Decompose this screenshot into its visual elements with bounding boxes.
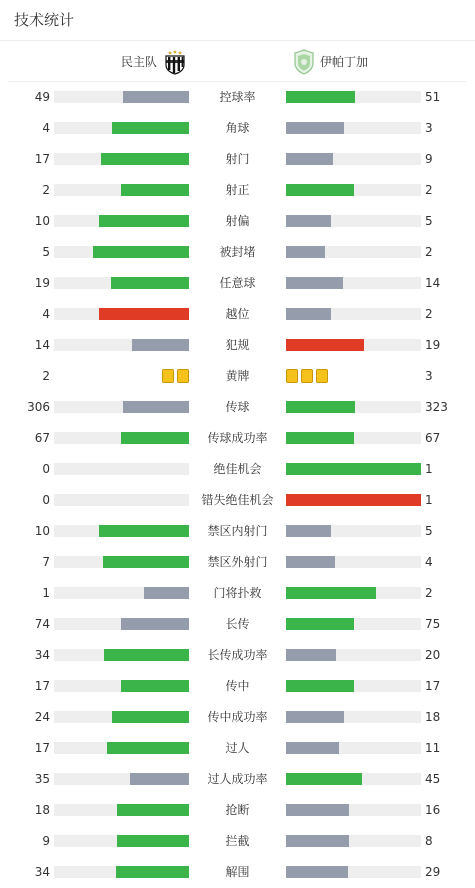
away-stat-bar bbox=[286, 866, 421, 878]
stat-label: 被封堵 bbox=[219, 245, 256, 259]
away-yellow-cards bbox=[286, 369, 328, 383]
away-stat-bar-fill bbox=[286, 463, 421, 475]
home-stat-value: 0 bbox=[42, 462, 50, 476]
green-shield-crest-icon bbox=[292, 49, 316, 75]
yellow-card-icon bbox=[316, 369, 328, 383]
home-stat-bar-fill bbox=[112, 122, 189, 134]
home-stat-bar bbox=[54, 308, 189, 320]
stat-row bbox=[0, 769, 475, 789]
away-stat-bar bbox=[286, 308, 421, 320]
home-stat-bar bbox=[54, 773, 189, 785]
home-stat-value: 17 bbox=[34, 152, 50, 166]
stat-label: 黄牌 bbox=[225, 369, 250, 383]
away-stat-bar-fill bbox=[286, 866, 348, 878]
away-stat-bar-fill bbox=[286, 184, 354, 196]
page-title: 技术统计 bbox=[14, 11, 75, 29]
home-stat-bar-fill bbox=[93, 246, 189, 258]
stat-row bbox=[0, 118, 475, 138]
home-stat-bar-fill bbox=[130, 773, 189, 785]
stat-row bbox=[0, 552, 475, 572]
away-stat-value: 16 bbox=[425, 803, 441, 817]
home-stat-bar bbox=[54, 587, 189, 599]
away-stat-bar bbox=[286, 215, 421, 227]
home-stat-value: 306 bbox=[27, 400, 50, 414]
away-stat-value: 323 bbox=[425, 400, 448, 414]
home-stat-value: 7 bbox=[42, 555, 50, 569]
away-stat-bar bbox=[286, 835, 421, 847]
home-stat-bar bbox=[54, 184, 189, 196]
away-stat-value: 45 bbox=[425, 772, 441, 786]
home-stat-bar bbox=[54, 246, 189, 258]
away-stat-bar-fill bbox=[286, 246, 325, 258]
stat-label: 长传成功率 bbox=[207, 648, 268, 662]
away-stat-bar-fill bbox=[286, 680, 354, 692]
home-stat-bar bbox=[54, 649, 189, 661]
home-stat-bar-fill bbox=[99, 525, 189, 537]
home-stat-value: 5 bbox=[42, 245, 50, 259]
stat-label: 射偏 bbox=[225, 214, 250, 228]
away-stat-value: 17 bbox=[425, 679, 441, 693]
yellow-card-icon bbox=[301, 369, 313, 383]
stat-label: 射正 bbox=[225, 183, 250, 197]
away-stat-bar-fill bbox=[286, 91, 355, 103]
home-stat-value: 49 bbox=[34, 90, 50, 104]
home-stat-value: 0 bbox=[42, 493, 50, 507]
stat-row bbox=[0, 397, 475, 417]
home-stat-bar bbox=[54, 494, 189, 506]
stat-row bbox=[0, 211, 475, 231]
home-stat-bar bbox=[54, 339, 189, 351]
stat-label: 拦截 bbox=[225, 834, 250, 848]
stat-row bbox=[0, 831, 475, 851]
away-stat-bar-fill bbox=[286, 215, 331, 227]
home-stat-bar-fill bbox=[103, 556, 189, 568]
away-stat-value: 18 bbox=[425, 710, 441, 724]
home-stat-value: 10 bbox=[34, 524, 50, 538]
home-stat-bar bbox=[54, 122, 189, 134]
home-stat-value: 4 bbox=[42, 121, 50, 135]
home-stat-bar bbox=[54, 432, 189, 444]
away-stat-bar bbox=[286, 401, 421, 413]
home-stat-value: 9 bbox=[42, 834, 50, 848]
stat-row bbox=[0, 645, 475, 665]
away-stat-bar bbox=[286, 277, 421, 289]
home-stat-bar-fill bbox=[101, 153, 189, 165]
stat-label: 传球成功率 bbox=[207, 431, 268, 445]
home-stat-value: 10 bbox=[34, 214, 50, 228]
stat-label: 门将扑救 bbox=[213, 586, 262, 600]
away-stat-bar bbox=[286, 122, 421, 134]
stat-row bbox=[0, 335, 475, 355]
teams-divider bbox=[8, 81, 466, 82]
away-stat-value: 2 bbox=[425, 183, 433, 197]
home-stat-value: 1 bbox=[42, 586, 50, 600]
away-stat-bar bbox=[286, 494, 421, 506]
stat-label: 射门 bbox=[225, 152, 250, 166]
away-stat-bar bbox=[286, 742, 421, 754]
teams-header bbox=[0, 41, 475, 81]
away-stat-bar bbox=[286, 711, 421, 723]
away-stat-bar-fill bbox=[286, 432, 354, 444]
home-stat-bar-fill bbox=[117, 804, 189, 816]
stat-label: 越位 bbox=[225, 307, 250, 321]
away-stat-value: 51 bbox=[425, 90, 441, 104]
home-stat-bar bbox=[54, 618, 189, 630]
away-stat-bar-fill bbox=[286, 339, 364, 351]
stat-row bbox=[0, 800, 475, 820]
away-stat-bar bbox=[286, 184, 421, 196]
away-stat-value: 2 bbox=[425, 245, 433, 259]
home-stat-value: 14 bbox=[34, 338, 50, 352]
away-stat-bar bbox=[286, 556, 421, 568]
away-stat-value: 1 bbox=[425, 493, 433, 507]
away-stat-value: 1 bbox=[425, 462, 433, 476]
home-stat-value: 2 bbox=[42, 369, 50, 383]
away-stat-bar bbox=[286, 153, 421, 165]
stat-row bbox=[0, 87, 475, 107]
home-stat-bar bbox=[54, 866, 189, 878]
away-stat-bar-fill bbox=[286, 587, 376, 599]
home-stat-bar-fill bbox=[121, 432, 189, 444]
home-stat-value: 4 bbox=[42, 307, 50, 321]
away-stat-bar-fill bbox=[286, 277, 343, 289]
stat-label: 传球 bbox=[225, 400, 250, 414]
stat-label: 控球率 bbox=[219, 90, 256, 104]
stat-row bbox=[0, 707, 475, 727]
home-stat-value: 17 bbox=[34, 741, 50, 755]
stat-row bbox=[0, 428, 475, 448]
stat-row bbox=[0, 490, 475, 510]
home-stat-value: 34 bbox=[34, 865, 50, 879]
stat-label: 角球 bbox=[225, 121, 250, 135]
away-stat-bar bbox=[286, 649, 421, 661]
home-stat-bar bbox=[54, 277, 189, 289]
away-stat-bar-fill bbox=[286, 835, 349, 847]
home-stat-bar-fill bbox=[117, 835, 189, 847]
stat-row bbox=[0, 242, 475, 262]
home-team-name: 民主队 bbox=[120, 55, 157, 69]
home-stat-bar bbox=[54, 91, 189, 103]
away-stat-bar-fill bbox=[286, 649, 336, 661]
away-team[interactable] bbox=[292, 49, 368, 75]
home-stat-bar bbox=[54, 804, 189, 816]
stat-row bbox=[0, 583, 475, 603]
home-stat-value: 2 bbox=[42, 183, 50, 197]
home-stat-bar bbox=[54, 401, 189, 413]
home-stat-bar-fill bbox=[107, 742, 189, 754]
home-stat-bar-fill bbox=[99, 215, 189, 227]
away-stat-value: 11 bbox=[425, 741, 441, 755]
home-stat-bar-fill bbox=[123, 401, 189, 413]
stat-label: 传中 bbox=[225, 679, 250, 693]
home-stat-value: 17 bbox=[34, 679, 50, 693]
stat-row bbox=[0, 366, 475, 386]
home-stat-bar bbox=[54, 215, 189, 227]
home-stat-value: 19 bbox=[34, 276, 50, 290]
away-stat-bar bbox=[286, 680, 421, 692]
home-stat-bar bbox=[54, 742, 189, 754]
home-stat-bar bbox=[54, 680, 189, 692]
away-stat-bar-fill bbox=[286, 556, 335, 568]
away-stat-value: 2 bbox=[425, 307, 433, 321]
yellow-card-icon bbox=[177, 369, 189, 383]
stat-label: 任意球 bbox=[219, 276, 256, 290]
yellow-card-icon bbox=[162, 369, 174, 383]
away-stat-value: 3 bbox=[425, 369, 433, 383]
away-stat-bar-fill bbox=[286, 742, 339, 754]
away-stat-bar-fill bbox=[286, 804, 349, 816]
away-stat-bar bbox=[286, 91, 421, 103]
stat-row bbox=[0, 180, 475, 200]
away-stat-bar-fill bbox=[286, 773, 362, 785]
away-stat-value: 29 bbox=[425, 865, 441, 879]
away-stat-bar-fill bbox=[286, 494, 421, 506]
away-stat-bar-fill bbox=[286, 618, 354, 630]
home-stat-bar-fill bbox=[99, 308, 189, 320]
home-stat-value: 35 bbox=[34, 772, 50, 786]
away-stat-bar-fill bbox=[286, 401, 355, 413]
home-stat-value: 74 bbox=[34, 617, 50, 631]
stat-label: 绝佳机会 bbox=[213, 462, 262, 476]
away-stat-bar bbox=[286, 339, 421, 351]
home-stat-bar-fill bbox=[144, 587, 189, 599]
home-stat-bar-fill bbox=[111, 277, 189, 289]
stat-row bbox=[0, 304, 475, 324]
away-stat-value: 67 bbox=[425, 431, 441, 445]
stat-label: 长传 bbox=[225, 617, 250, 631]
away-stat-value: 19 bbox=[425, 338, 441, 352]
stat-label: 禁区内射门 bbox=[207, 524, 268, 538]
home-stat-bar-fill bbox=[121, 184, 189, 196]
away-stat-value: 5 bbox=[425, 214, 433, 228]
away-stat-value: 3 bbox=[425, 121, 433, 135]
away-stat-bar bbox=[286, 618, 421, 630]
stat-label: 解围 bbox=[225, 865, 250, 879]
yellow-card-icon bbox=[286, 369, 298, 383]
away-stat-bar bbox=[286, 432, 421, 444]
away-team-name: 伊帕丁加 bbox=[320, 55, 369, 69]
stat-label: 传中成功率 bbox=[207, 710, 268, 724]
stat-row bbox=[0, 149, 475, 169]
away-stat-value: 8 bbox=[425, 834, 433, 848]
stat-label: 过人成功率 bbox=[207, 772, 268, 786]
black-white-striped-shield-with-stars-icon bbox=[163, 49, 187, 75]
home-stat-bar bbox=[54, 835, 189, 847]
home-stat-bar-fill bbox=[116, 866, 189, 878]
stat-row bbox=[0, 521, 475, 541]
home-stat-value: 18 bbox=[34, 803, 50, 817]
stat-label: 抢断 bbox=[225, 803, 250, 817]
stat-label: 犯规 bbox=[225, 338, 250, 352]
home-stat-bar-fill bbox=[132, 339, 189, 351]
home-stat-bar-fill bbox=[123, 91, 189, 103]
away-stat-bar-fill bbox=[286, 711, 344, 723]
away-stat-bar bbox=[286, 587, 421, 599]
away-stat-bar bbox=[286, 773, 421, 785]
home-stat-bar bbox=[54, 463, 189, 475]
away-stat-bar bbox=[286, 525, 421, 537]
away-stat-value: 2 bbox=[425, 586, 433, 600]
away-stat-bar bbox=[286, 246, 421, 258]
stat-label: 禁区外射门 bbox=[207, 555, 268, 569]
home-stat-bar bbox=[54, 525, 189, 537]
away-stat-value: 9 bbox=[425, 152, 433, 166]
stat-row bbox=[0, 459, 475, 479]
stat-row bbox=[0, 614, 475, 634]
away-stat-value: 20 bbox=[425, 648, 441, 662]
home-stat-bar-fill bbox=[121, 618, 189, 630]
away-stat-bar bbox=[286, 463, 421, 475]
home-stat-bar-fill bbox=[112, 711, 189, 723]
away-stat-value: 4 bbox=[425, 555, 433, 569]
home-stat-value: 67 bbox=[34, 431, 50, 445]
stat-row bbox=[0, 676, 475, 696]
stat-label: 过人 bbox=[225, 741, 250, 755]
home-team[interactable] bbox=[121, 49, 187, 75]
away-stat-value: 75 bbox=[425, 617, 441, 631]
away-stat-bar-fill bbox=[286, 122, 344, 134]
away-stat-value: 5 bbox=[425, 524, 433, 538]
away-stat-bar-fill bbox=[286, 153, 333, 165]
home-stat-bar bbox=[54, 556, 189, 568]
home-stat-value: 24 bbox=[34, 710, 50, 724]
away-stat-bar-fill bbox=[286, 525, 331, 537]
away-stat-bar bbox=[286, 804, 421, 816]
away-stat-bar-fill bbox=[286, 308, 331, 320]
stat-row bbox=[0, 738, 475, 758]
home-stat-bar bbox=[54, 153, 189, 165]
stat-row bbox=[0, 273, 475, 293]
home-yellow-cards bbox=[162, 369, 189, 383]
home-stat-bar bbox=[54, 711, 189, 723]
home-stat-bar-fill bbox=[104, 649, 189, 661]
stat-label: 错失绝佳机会 bbox=[201, 493, 274, 507]
home-stat-bar-fill bbox=[121, 680, 189, 692]
home-stat-value: 34 bbox=[34, 648, 50, 662]
stat-row bbox=[0, 862, 475, 882]
away-stat-value: 14 bbox=[425, 276, 441, 290]
